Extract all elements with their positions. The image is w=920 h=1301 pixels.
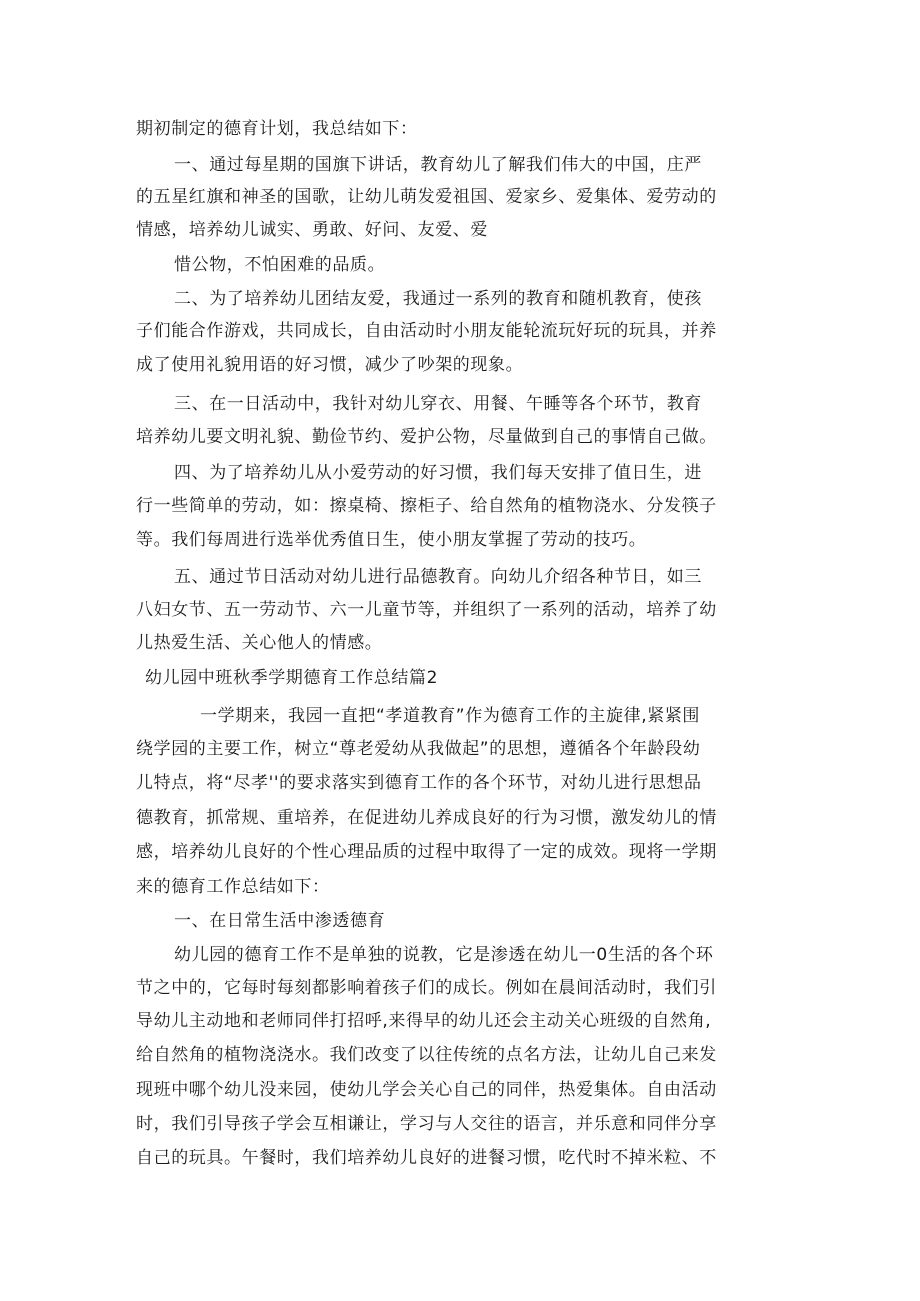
text-line: 德教育，抓常规、重培养，在促进幼儿养成良好的行为习惯，激发幼儿的情 — [136, 808, 717, 828]
text-line: 四、为了培养幼儿从小爱劳动的好习惯，我们每天安排了值日生，进 — [174, 463, 702, 483]
text-line: 等。我们每周进行选举优秀值日生，使小朋友掌握了劳动的技巧。 — [136, 530, 647, 550]
section-heading: 幼儿园中班秋季学期德育工作总结篇2 — [145, 668, 439, 688]
text-line: 的五星红旗和神圣的国歌，让幼儿萌发爱祖国、爱家乡、爱集体、爱劳动的 — [136, 187, 717, 207]
subsection-heading: 一、在日常生活中渗透德育 — [174, 911, 386, 931]
text-line: 八妇女节、五一劳动节、六一儿童节等，并组织了一系列的活动，培养了幼 — [136, 600, 717, 620]
text-line: 一学期来，我园一直把“孝道教育”作为德育工作的主旋律,紧紧围 — [200, 706, 701, 726]
text-line: 导幼儿主动地和老师同伴打招呼,来得早的幼儿还会主动关心班级的自然角, — [136, 1011, 712, 1031]
text-line: 节之中的，它每时每刻都影响着孩子们的成长。例如在晨间活动时，我们引 — [136, 978, 717, 998]
text-line: 三、在一日活动中，我针对幼儿穿衣、用餐、午睡等各个环节，教育 — [174, 394, 702, 414]
text-line: 时，我们引导孩子学会互相谦让，学习与人交往的语言，并乐意和同伴分享 — [136, 1114, 717, 1134]
text-line: 现班中哪个幼儿没来园，使幼儿学会关心自己的同伴，热爱集体。自由活动 — [136, 1080, 717, 1100]
text-line: 五、通过节日活动对幼儿进行品德教育。向幼儿介绍各种节日，如三 — [174, 567, 702, 587]
text-line: 自己的玩具。午餐时，我们培养幼儿良好的进餐习惯，吃代时不掉米粒、不 — [136, 1148, 717, 1168]
text-line: 绕学园的主要工作，树立“尊老爱幼从我做起”的思想，遵循各个年龄段幼 — [136, 739, 701, 759]
text-line: 行一些简单的劳动，如：擦桌椅、擦柜子、给自然角的植物浇水、分发筷子 — [136, 496, 717, 516]
text-line: 期初制定的德育计划，我总结如下： — [136, 119, 418, 139]
text-line: 感，培养幼儿良好的个性心理品质的过程中取得了一定的成效。现将一学期 — [136, 842, 717, 862]
text-line: 培养幼儿要文明礼貌、勤俭节约、爱护公物，尽量做到自己的事情自己做。 — [136, 427, 717, 447]
text-line: 来的德育工作总结如下： — [136, 877, 330, 897]
text-line: 成了使用礼貌用语的好习惯，减少了吵架的现象。 — [136, 355, 524, 375]
text-line: 子们能合作游戏，共同成长，自由活动时小朋友能轮流玩好玩的玩具，并养 — [136, 321, 717, 341]
text-line: 情感，培养幼儿诚实、勇敢、好问、友爱、爱 — [136, 220, 488, 240]
text-line: 二、为了培养幼儿团结友爱，我通过一系列的教育和随机教育，使孩 — [174, 289, 702, 309]
text-line: 给自然角的植物浇浇水。我们改变了以往传统的点名方法，让幼儿自己来发 — [136, 1045, 717, 1065]
text-line: 儿特点，将“尽孝''的要求落实到德育工作的各个环节，对幼儿进行思想品 — [136, 773, 702, 793]
text-line: 惜公物，不怕困难的品质。 — [174, 255, 386, 275]
text-line: 儿热爱生活、关心他人的情感。 — [136, 633, 383, 653]
text-line: 一、通过每星期的国旗下讲话，教育幼儿了解我们伟大的中国，庄严 — [174, 155, 702, 175]
text-line: 幼儿园的德育工作不是单独的说教，它是渗透在幼儿一0生活的各个环 — [174, 945, 714, 965]
